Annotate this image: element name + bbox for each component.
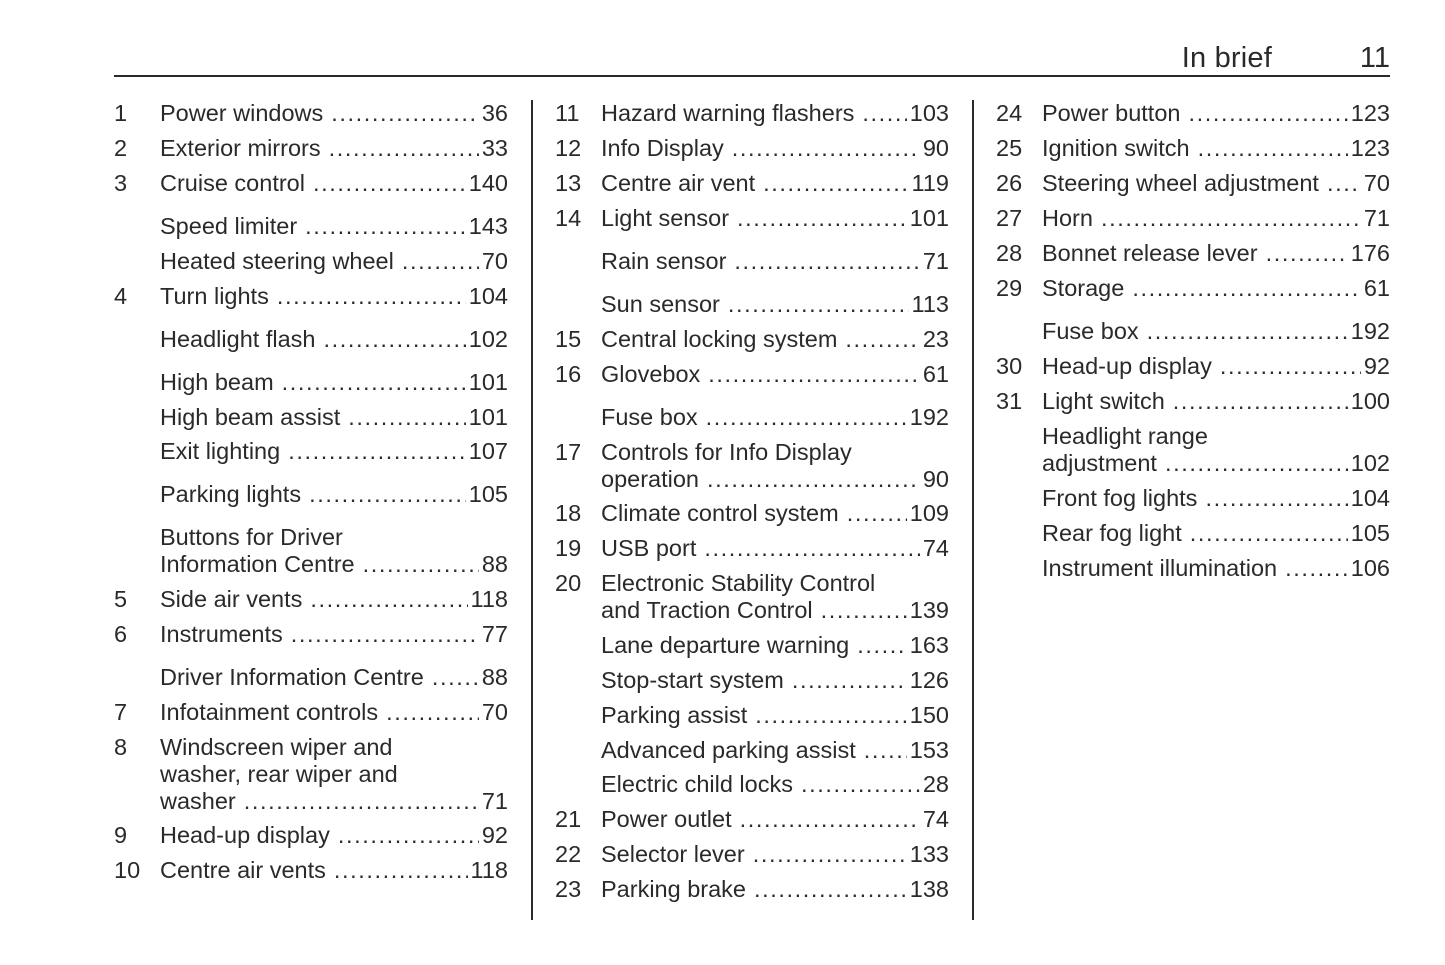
- item-number: 20: [555, 570, 582, 596]
- page-reference: 71: [481, 788, 508, 814]
- page-reference: 70: [481, 248, 508, 274]
- header-rule: [114, 75, 1390, 77]
- item-number: 17: [555, 439, 582, 465]
- item-number: 16: [555, 361, 582, 387]
- entry-title: [601, 404, 949, 430]
- item-number: 27: [996, 205, 1023, 231]
- entry-text-line: Parking lights: [160, 481, 302, 507]
- item-number: 21: [555, 806, 582, 832]
- dot-leader: [1327, 170, 1361, 196]
- page-reference: 101: [468, 404, 508, 430]
- dot-leader: [708, 361, 920, 387]
- item-number: 6: [114, 621, 128, 647]
- entry-title: [601, 439, 949, 492]
- page-reference: 36: [481, 100, 508, 126]
- item-number: 5: [114, 586, 128, 612]
- dot-leader: [305, 213, 466, 239]
- dot-leader: [754, 876, 907, 902]
- item-number: 7: [114, 699, 128, 725]
- page-reference: 138: [909, 876, 949, 902]
- entry-text-line: Speed limiter: [160, 213, 298, 239]
- entry-title: [1042, 135, 1390, 161]
- entry-text-line: Headlight flash: [160, 326, 316, 352]
- column-divider: [531, 100, 533, 920]
- dot-leader: [734, 248, 919, 274]
- entry-title: [601, 570, 949, 623]
- page-reference: 101: [909, 205, 949, 231]
- dot-leader: [707, 466, 920, 492]
- dot-leader: [1188, 100, 1347, 126]
- dot-leader: [740, 806, 920, 832]
- page-reference: 133: [909, 841, 949, 867]
- dot-leader: [704, 535, 920, 561]
- entry-title: [160, 621, 508, 647]
- item-number: 9: [114, 822, 128, 848]
- dot-leader: [348, 404, 466, 430]
- item-number: 15: [555, 326, 582, 352]
- entry-text-line: Light switch: [1042, 388, 1165, 414]
- entry-title: [160, 213, 508, 239]
- entry-text-line: Ignition switch: [1042, 135, 1190, 161]
- item-number: 29: [996, 275, 1023, 301]
- page-reference: 102: [468, 326, 508, 352]
- entry-text-line: Electric child locks: [601, 771, 793, 797]
- item-number: 10: [114, 857, 141, 883]
- page-reference: 192: [909, 404, 949, 430]
- entry-title: [601, 135, 949, 161]
- item-number: 2: [114, 135, 128, 161]
- dot-leader: [753, 841, 907, 867]
- page-reference: 105: [468, 481, 508, 507]
- dot-leader: [1101, 205, 1361, 231]
- page-reference: 90: [922, 135, 949, 161]
- dot-leader: [763, 170, 908, 196]
- page-reference: 77: [481, 621, 508, 647]
- entry-title: [160, 369, 508, 395]
- item-number: 28: [996, 240, 1023, 266]
- entry-title: [1042, 555, 1390, 581]
- column-divider: [972, 100, 974, 920]
- entry-text-line: Information Centre: [160, 551, 355, 577]
- page-reference: 74: [922, 535, 949, 561]
- entry-text-line: Parking assist: [601, 702, 748, 728]
- entry-text-line: Headlight range: [1042, 423, 1208, 449]
- entry-text-line: Steering wheel adjustment: [1042, 170, 1319, 196]
- entry-title: [160, 734, 508, 814]
- entry-title: [160, 438, 508, 464]
- dot-leader: [334, 857, 468, 883]
- page-reference: 71: [1363, 205, 1390, 231]
- page-reference: 104: [1350, 485, 1390, 511]
- entry-text-line: Lane departure warning: [601, 632, 850, 658]
- entry-text-line: Rain sensor: [601, 248, 727, 274]
- entry-title: [160, 524, 508, 577]
- dot-leader: [329, 135, 479, 161]
- page-reference: 92: [1363, 353, 1390, 379]
- entry-text-line: Front fog lights: [1042, 485, 1198, 511]
- dot-leader: [1266, 240, 1348, 266]
- entry-title: [160, 283, 508, 309]
- entry-title: [601, 876, 949, 902]
- dot-leader: [1147, 318, 1348, 344]
- entry-text-line: Driver Information Centre: [160, 664, 424, 690]
- entry-text-line: Horn: [1042, 205, 1093, 231]
- entry-text-line: washer: [160, 788, 236, 814]
- entry-title: [1042, 240, 1390, 266]
- dot-leader: [432, 664, 479, 690]
- dot-leader: [363, 551, 479, 577]
- dot-leader: [847, 500, 907, 526]
- item-number: 25: [996, 135, 1023, 161]
- page-reference: 61: [922, 361, 949, 387]
- entry-title: [160, 822, 508, 848]
- page-reference: 123: [1350, 135, 1390, 161]
- dot-leader: [1205, 485, 1347, 511]
- entry-title: [160, 481, 508, 507]
- item-number: 11: [555, 100, 580, 126]
- page-reference: 28: [922, 771, 949, 797]
- dot-leader: [338, 822, 479, 848]
- item-number: 8: [114, 734, 128, 760]
- item-number: 4: [114, 283, 128, 309]
- page-reference: 163: [909, 632, 949, 658]
- page-reference: 118: [470, 586, 508, 612]
- entry-title: [601, 326, 949, 352]
- item-number: 19: [555, 535, 582, 561]
- page-reference: 90: [922, 466, 949, 492]
- item-number: 31: [996, 388, 1023, 414]
- entry-title: [1042, 318, 1390, 344]
- entry-text-line: Climate control system: [601, 500, 839, 526]
- page-reference: 140: [468, 170, 508, 196]
- entry-text-line: Selector lever: [601, 841, 745, 867]
- entry-text-line: High beam: [160, 369, 274, 395]
- page-reference: 33: [481, 135, 508, 161]
- entry-text-line: Windscreen wiper and: [160, 734, 393, 760]
- dot-leader: [309, 481, 466, 507]
- dot-leader: [821, 597, 907, 623]
- entry-text-line: Power outlet: [601, 806, 732, 832]
- dot-leader: [864, 737, 907, 763]
- entry-title: [1042, 520, 1390, 546]
- dot-leader: [331, 100, 479, 126]
- entry-text-line: Central locking system: [601, 326, 838, 352]
- page-reference: 102: [1350, 450, 1390, 476]
- dot-leader: [1285, 555, 1348, 581]
- entry-title: [601, 632, 949, 658]
- entry-text-line: Power windows: [160, 100, 324, 126]
- page-reference: 70: [1363, 170, 1390, 196]
- entry-text-line: washer, rear wiper and: [160, 761, 398, 787]
- dot-leader: [244, 788, 479, 814]
- entry-title: [601, 806, 949, 832]
- entry-text-line: Cruise control: [160, 170, 305, 196]
- dot-leader: [1220, 353, 1361, 379]
- page-reference: 119: [911, 170, 949, 196]
- page-reference: 192: [1350, 318, 1390, 344]
- page-reference: 139: [909, 597, 949, 623]
- entry-text-line: Parking brake: [601, 876, 746, 902]
- section-title: In brief: [1181, 42, 1272, 74]
- entry-title: [601, 737, 949, 763]
- entry-title: [601, 771, 949, 797]
- item-number: 1: [114, 100, 128, 126]
- entry-text-line: Fuse box: [1042, 318, 1139, 344]
- page-reference: 143: [468, 213, 508, 239]
- dot-leader: [862, 100, 906, 126]
- page-reference: 109: [909, 500, 949, 526]
- page-reference: 104: [468, 283, 508, 309]
- entry-title: [601, 841, 949, 867]
- page-reference: 92: [481, 822, 508, 848]
- page-reference: 74: [922, 806, 949, 832]
- page-reference: 71: [922, 248, 949, 274]
- entry-title: [601, 535, 949, 561]
- dot-leader: [282, 369, 466, 395]
- page-reference: 100: [1350, 388, 1390, 414]
- entry-text-line: operation: [601, 466, 699, 492]
- entry-text-line: Electronic Stability Control: [601, 570, 876, 596]
- dot-leader: [801, 771, 920, 797]
- page-reference: 118: [470, 857, 508, 883]
- entry-text-line: Rear fog light: [1042, 520, 1182, 546]
- entry-text-line: Controls for Info Display: [601, 439, 852, 465]
- entry-text-line: Glovebox: [601, 361, 701, 387]
- entry-title: [160, 857, 508, 883]
- entry-text-line: adjustment: [1042, 450, 1157, 476]
- entry-text-line: Centre air vents: [160, 857, 326, 883]
- dot-leader: [313, 170, 466, 196]
- entry-text-line: Side air vents: [160, 586, 303, 612]
- entry-title: [601, 205, 949, 231]
- page-reference: 103: [909, 100, 949, 126]
- entry-title: [601, 702, 949, 728]
- dot-leader: [1132, 275, 1361, 301]
- entry-text-line: Advanced parking assist: [601, 737, 856, 763]
- page-reference: 106: [1350, 555, 1390, 581]
- entry-title: [601, 100, 949, 126]
- entry-title: [1042, 423, 1390, 476]
- entry-text-line: Power button: [1042, 100, 1181, 126]
- entry-text-line: and Traction Control: [601, 597, 813, 623]
- item-number: 13: [555, 170, 582, 196]
- entry-text-line: Centre air vent: [601, 170, 756, 196]
- entry-text-line: Instrument illumination: [1042, 555, 1278, 581]
- dot-leader: [728, 291, 909, 317]
- entry-title: [601, 170, 949, 196]
- entry-title: [1042, 205, 1390, 231]
- entry-text-line: Head-up display: [160, 822, 330, 848]
- item-number: 23: [555, 876, 582, 902]
- entry-title: [601, 291, 949, 317]
- page-reference: 88: [481, 551, 508, 577]
- entry-text-line: Hazard warning flashers: [601, 100, 855, 126]
- dot-leader: [402, 248, 479, 274]
- entry-text-line: High beam assist: [160, 404, 341, 430]
- entry-title: [160, 699, 508, 725]
- page-reference: 105: [1350, 520, 1390, 546]
- entry-title: [1042, 275, 1390, 301]
- entry-title: [160, 326, 508, 352]
- item-number: 30: [996, 353, 1023, 379]
- page-reference: 23: [922, 326, 949, 352]
- page-reference: 113: [911, 291, 949, 317]
- page-reference: 88: [481, 664, 508, 690]
- dot-leader: [1165, 450, 1348, 476]
- page-reference: 107: [468, 438, 508, 464]
- entry-text-line: Exterior mirrors: [160, 135, 321, 161]
- page-reference: 61: [1363, 275, 1390, 301]
- page-reference: 70: [481, 699, 508, 725]
- entry-title: [160, 248, 508, 274]
- page-reference: 126: [909, 667, 949, 693]
- page-reference: 150: [909, 702, 949, 728]
- entry-title: [1042, 170, 1390, 196]
- entry-text-line: Sun sensor: [601, 291, 720, 317]
- dot-leader: [277, 283, 466, 309]
- entry-text-line: USB port: [601, 535, 697, 561]
- entry-title: [160, 170, 508, 196]
- entry-title: [160, 135, 508, 161]
- dot-leader: [732, 135, 920, 161]
- entry-text-line: Bonnet release lever: [1042, 240, 1258, 266]
- item-number: 14: [555, 205, 582, 231]
- entry-title: [601, 248, 949, 274]
- dot-leader: [288, 438, 466, 464]
- item-number: 12: [555, 135, 582, 161]
- entry-title: [1042, 100, 1390, 126]
- dot-leader: [1173, 388, 1348, 414]
- entry-text-line: Light sensor: [601, 205, 730, 231]
- item-number: 18: [555, 500, 582, 526]
- dot-leader: [310, 586, 467, 612]
- item-number: 22: [555, 841, 582, 867]
- entry-title: [1042, 388, 1390, 414]
- entry-text-line: Info Display: [601, 135, 724, 161]
- entry-text-line: Turn lights: [160, 283, 269, 309]
- dot-leader: [291, 621, 479, 647]
- entry-title: [601, 667, 949, 693]
- entry-text-line: Stop-start system: [601, 667, 784, 693]
- entry-title: [160, 404, 508, 430]
- dot-leader: [1190, 520, 1348, 546]
- entry-text-line: Heated steering wheel: [160, 248, 394, 274]
- entry-text-line: Fuse box: [601, 404, 698, 430]
- page-header: [114, 40, 1390, 76]
- dot-leader: [706, 404, 907, 430]
- dot-leader: [792, 667, 907, 693]
- dot-leader: [755, 702, 907, 728]
- entry-text-line: Buttons for Driver: [160, 524, 343, 550]
- page-reference: 176: [1350, 240, 1390, 266]
- dot-leader: [323, 326, 465, 352]
- item-number: 24: [996, 100, 1023, 126]
- page-reference: 123: [1350, 100, 1390, 126]
- entry-text-line: Storage: [1042, 275, 1125, 301]
- entry-text-line: Instruments: [160, 621, 283, 647]
- item-number: 26: [996, 170, 1023, 196]
- dot-leader: [845, 326, 919, 352]
- page-number: 11: [1359, 42, 1390, 74]
- entry-title: [1042, 485, 1390, 511]
- entry-title: [601, 500, 949, 526]
- dot-leader: [1198, 135, 1348, 161]
- dot-leader: [386, 699, 479, 725]
- dot-leader: [737, 205, 907, 231]
- entry-title: [160, 100, 508, 126]
- entry-title: [160, 586, 508, 612]
- entry-title: [1042, 353, 1390, 379]
- entry-text-line: Head-up display: [1042, 353, 1212, 379]
- entry-title: [601, 361, 949, 387]
- dot-leader: [857, 632, 907, 658]
- page-reference: 153: [909, 737, 949, 763]
- page-reference: 101: [468, 369, 508, 395]
- item-number: 3: [114, 170, 128, 196]
- entry-title: [160, 664, 508, 690]
- entry-text-line: Exit lighting: [160, 438, 281, 464]
- entry-text-line: Infotainment controls: [160, 699, 379, 725]
